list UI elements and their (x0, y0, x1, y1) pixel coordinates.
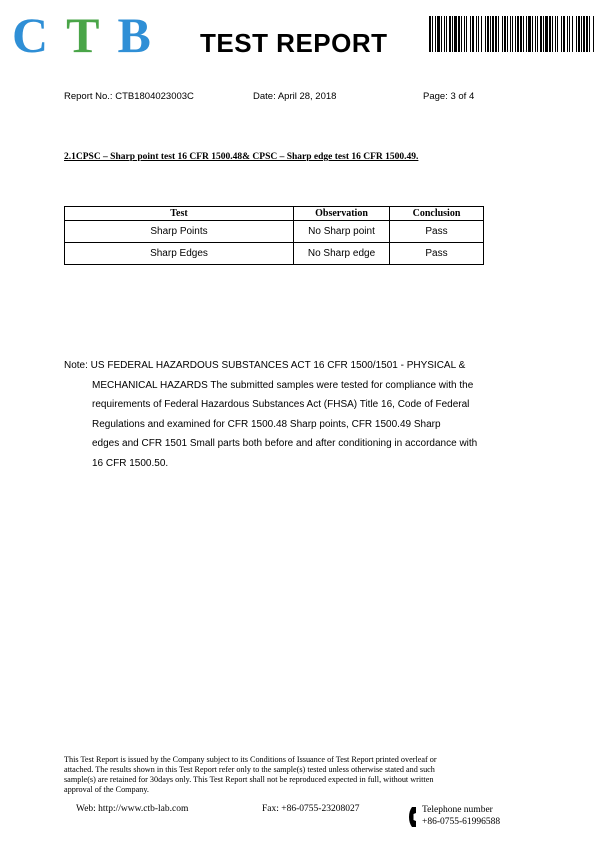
section-title: 2.1CPSC – Sharp point test 16 CFR 1500.48& CPSC – Sharp edge test 16 CFR 1500.49. (64, 152, 419, 162)
barcode-bar (578, 16, 580, 52)
table-row (65, 243, 484, 265)
barcode-bar (441, 16, 442, 52)
telephone-block (422, 804, 500, 828)
barcode-bar (452, 16, 453, 52)
table-cell-conclusion: Pass (390, 221, 484, 243)
barcode-bar (458, 16, 460, 52)
report-date: Date: April 28, 2018 (253, 91, 337, 102)
report-number: Report No.: CTB1804023003C (64, 91, 194, 102)
note-paragraph (64, 356, 534, 473)
note-line: 16 CFR 1500.50. (92, 457, 169, 469)
company-logo (12, 7, 151, 63)
barcode-bar (572, 16, 573, 52)
column-header-test: Test (65, 207, 294, 221)
barcode-bar (495, 16, 497, 52)
table-cell-observation: No Sharp point (294, 221, 390, 243)
barcode-bar (567, 16, 568, 52)
barcode-bar (432, 16, 433, 52)
disclaimer-line: This Test Report is issued by the Company subject to its Conditions of Issuance of Test Report printed overleaf or (64, 755, 437, 764)
telephone-number: +86-0755-61996588 (422, 817, 501, 827)
barcode-bar (504, 16, 506, 52)
barcode-bar (555, 16, 556, 52)
telephone-icon (408, 806, 420, 828)
barcode-bar (461, 16, 462, 52)
barcode-bar (472, 16, 474, 52)
barcode-bar (520, 16, 522, 52)
barcode-bar (449, 16, 451, 52)
barcode-bar (545, 16, 548, 52)
table-header-row (65, 207, 484, 221)
barcode-bar (454, 16, 457, 52)
fax-number: Fax: +86-0755-23208027 (262, 804, 360, 814)
barcode-bar (523, 16, 524, 52)
barcode-bar (543, 16, 544, 52)
barcode-bar (476, 16, 477, 52)
note-line: Note: US FEDERAL HAZARDOUS SUBSTANCES ACT 16 CFR 1500/1501 - PHYSICAL & (64, 360, 466, 371)
barcode-bar (487, 16, 489, 52)
barcode-bar (540, 16, 542, 52)
barcode-bar (435, 16, 436, 52)
barcode-bar (507, 16, 508, 52)
web-link[interactable]: Web: http://www.ctb-lab.com (76, 804, 189, 814)
logo-letter-c: C (12, 7, 49, 63)
barcode-bar (478, 16, 479, 52)
logo-letter-b: B (117, 7, 151, 63)
column-header-observation: Observation (294, 207, 390, 221)
barcode-bar (537, 16, 538, 52)
table-cell-observation: No Sharp edge (294, 243, 390, 265)
barcode-bar (512, 16, 513, 52)
barcode-bar (593, 16, 594, 52)
barcode-bar (444, 16, 445, 52)
page-number: Page: 3 of 4 (423, 91, 475, 102)
barcode-bar (515, 16, 516, 52)
barcode-bar (517, 16, 519, 52)
table-cell-test: Sharp Edges (65, 243, 294, 265)
barcode-bar (502, 16, 503, 52)
report-title: TEST REPORT (200, 28, 388, 58)
barcode-bar (586, 16, 588, 52)
barcode-bar (569, 16, 570, 52)
note-line: MECHANICAL HAZARDS The submitted samples were tested for compliance with the (92, 379, 474, 391)
barcode-bar (552, 16, 553, 52)
barcode-image (429, 16, 594, 52)
barcode-bar (437, 16, 440, 52)
barcode-bar (498, 16, 499, 52)
barcode-bar (490, 16, 491, 52)
telephone-label: Telephone number (422, 805, 493, 815)
barcode-bar (481, 16, 482, 52)
table-cell-conclusion: Pass (390, 243, 484, 265)
column-header-conclusion: Conclusion (390, 207, 484, 221)
barcode-bar (535, 16, 536, 52)
note-line: Regulations and examined for CFR 1500.48 Sharp points, CFR 1500.49 Sharp (92, 418, 441, 430)
barcode-bar (549, 16, 551, 52)
barcode-bar (563, 16, 565, 52)
note-line: requirements of Federal Hazardous Substances Act (FHSA) Title 16, Code of Federal (92, 399, 470, 410)
barcode-bar (583, 16, 585, 52)
disclaimer-line: sample(s) are retained for 30days only. This Test Report shall not be reproduced expected in full, without written (64, 775, 434, 784)
barcode-bar (464, 16, 465, 52)
table-cell-test: Sharp Points (65, 221, 294, 243)
barcode-bar (576, 16, 577, 52)
barcode-bar (446, 16, 447, 52)
barcode-bar (557, 16, 558, 52)
disclaimer-line: approval of the Company. (64, 785, 149, 794)
results-table (64, 206, 484, 265)
barcode-bar (429, 16, 431, 52)
barcode-bar (470, 16, 471, 52)
barcode-bar (510, 16, 511, 52)
footer-disclaimer (64, 755, 534, 795)
barcode-bar (492, 16, 494, 52)
table-row (65, 221, 484, 243)
barcode-bar (526, 16, 527, 52)
barcode-bar (532, 16, 533, 52)
barcode-bar (528, 16, 531, 52)
barcode-bar (466, 16, 467, 52)
barcode-bar (581, 16, 582, 52)
barcode-bar (485, 16, 486, 52)
barcode-bar (589, 16, 590, 52)
note-line: edges and CFR 1501 Small parts both before and after conditioning in accordance with (92, 438, 478, 449)
barcode-bar (561, 16, 562, 52)
logo-letter-t: T (66, 7, 100, 63)
disclaimer-line: attached. The results shown in this Test Report refer only to the sample(s) tested unless otherwise stated and such (64, 765, 435, 774)
